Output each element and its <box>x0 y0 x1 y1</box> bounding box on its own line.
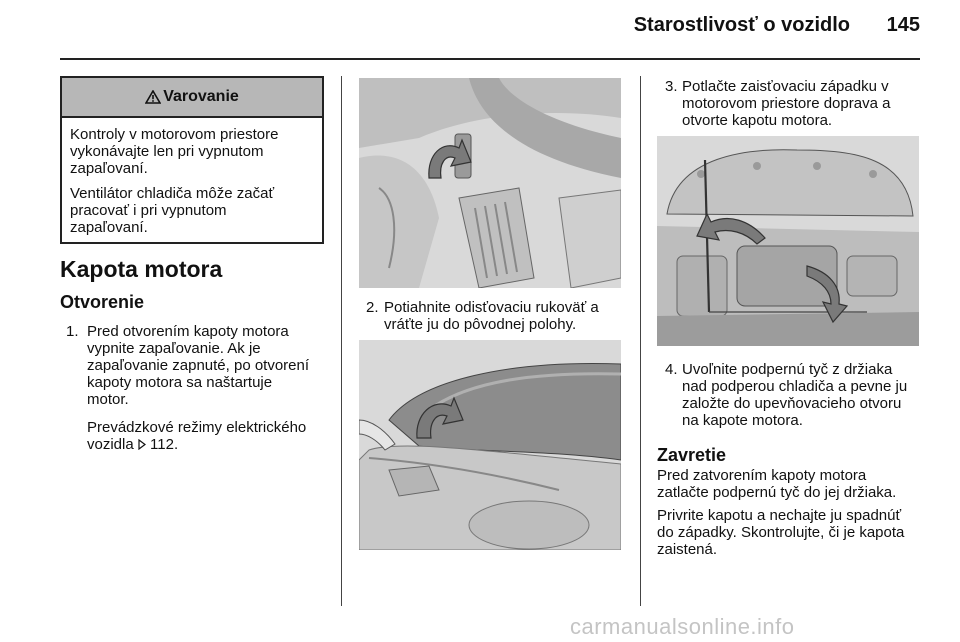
step-note: Prevádzkové režimy elektrického vozidla 112. <box>87 419 307 453</box>
step-text: Potiahnite odisťovaciu rukoväť a vráťte ju do pôvodnej polohy. <box>384 299 599 333</box>
warning-box <box>60 76 324 244</box>
step-number: 2. <box>366 299 379 316</box>
figure-release-handle <box>359 78 621 288</box>
step-text: Pred otvorením kapoty motora vypnite zapaľovanie. Ak je zapaľovanie zapnuté, po otvorení kapoty motora sa naštartuje motor. <box>87 323 310 408</box>
figure-engine-bay <box>657 136 919 346</box>
warning-paragraph: Kontroly v motorovom priestore vykonávajte len pri vypnutom zapaľovaní. <box>70 126 279 177</box>
step-number: 1. <box>66 323 79 340</box>
warning-triangle-icon <box>145 90 161 104</box>
close-paragraph: Pred zatvorením kapoty motora zatlačte podpernú tyč do jej držiaka. <box>657 467 897 501</box>
engine-bay-illustration <box>657 136 919 346</box>
page-reference: 112. <box>150 436 179 453</box>
release-handle-illustration <box>359 78 621 288</box>
hood-front-illustration <box>359 340 621 550</box>
figure-hood-front <box>359 340 621 550</box>
subtitle-close: Zavretie <box>657 445 727 465</box>
step-number: 4. <box>665 361 678 378</box>
close-paragraph: Privrite kapotu a nechajte ju spadnúť do západky. Skontrolujte, či je kapota zaistená. <box>657 507 905 558</box>
section-title: Kapota motora <box>60 256 223 282</box>
step-number: 3. <box>665 78 678 95</box>
subtitle-open: Otvorenie <box>60 292 145 312</box>
column-divider <box>341 76 342 606</box>
step-text: Uvoľnite podpernú tyč z držiaka nad podperou chladiča a pevne ju založte do upevňovacieho otvoru na kapote motora. <box>682 361 908 429</box>
column-divider <box>640 76 641 606</box>
header-rule <box>60 58 920 60</box>
footer-watermark: carmanualsonline.info <box>570 614 795 639</box>
warning-header <box>62 78 322 118</box>
page-reference-icon <box>138 439 146 450</box>
warning-title: Varovanie <box>163 88 239 105</box>
running-header: Starostlivosť o vozidlo <box>633 14 850 36</box>
warning-paragraph: Ventilátor chladiča môže začať pracovať i pri vypnutom zapaľovaní. <box>70 185 275 236</box>
step-text: Potlačte zaisťovaciu západku v motorovom priestore doprava a otvorte kapotu motora. <box>682 78 891 129</box>
warning-body <box>62 118 322 236</box>
page-number: 145 <box>886 14 920 36</box>
